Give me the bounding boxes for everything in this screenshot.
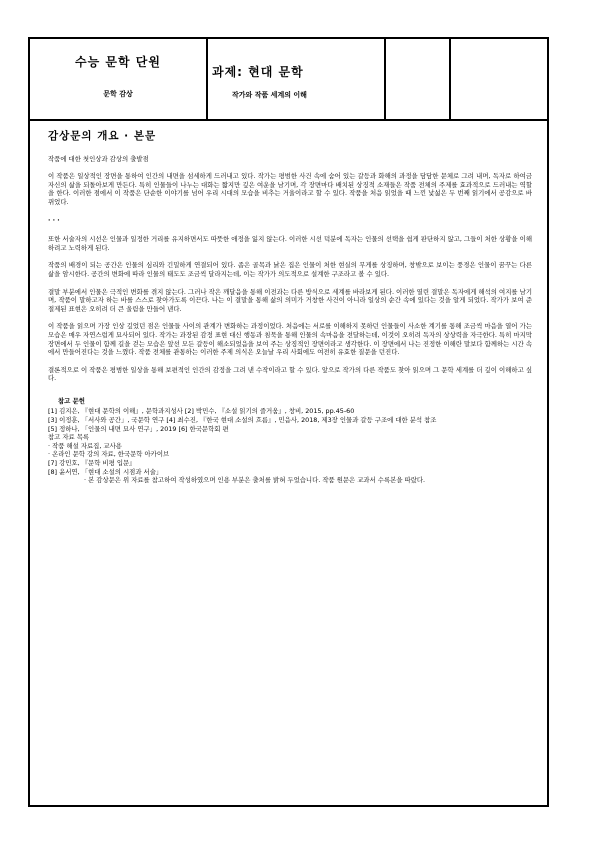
section-label: · · · bbox=[48, 215, 60, 224]
references bbox=[48, 397, 532, 485]
reference-line: 참고 자료 목록 bbox=[48, 433, 90, 442]
blank-cell-2 bbox=[451, 39, 549, 119]
topic-cell bbox=[208, 39, 386, 119]
references-title: 참고 문헌 bbox=[58, 396, 85, 405]
course-subtitle: 문학 감상 bbox=[103, 90, 133, 98]
reference-line: [7] 강민호, 『문학 비평 입문』 bbox=[48, 459, 136, 468]
header-table bbox=[30, 39, 547, 121]
reference-note: · 본 감상문은 위 자료를 참고하여 작성하였으며 인용 부분은 출처를 밝혀 두었습니다. 작품 원문은 교과서 수록본을 따랐다. bbox=[84, 476, 426, 485]
reference-line: [1] 김지은, 『현대 문학의 이해』, 문학과지성사 [2] 박민수, 『소설 읽기의 즐거움』, 창비, 2015, pp.45-60 bbox=[48, 407, 355, 416]
paragraph-1: 이 작품은 일상적인 장면을 통하여 인간의 내면을 섬세하게 드러내고 있다. 작가는 평범한 사건 속에 숨어 있는 갈등과 화해의 과정을 담담한 문체로 그려 내며, 독자로 하여금 자신의 삶을 되돌아보게 만든다. 특히 인물들이 나누는 대화는 짧지만 깊은 여운을 남기며, 각 장면마다 배치된 상징적 소재들은 작품 전체의 주제를 효과적으로 드러내는 역할을 한다. 이러한 점에서 이 작품은 단순한 이야기를 넘어 우리 시대의 모습을 비추는 거울이라고 할 수 있다. 작품을 처음 읽었을 때 느낀 낯섦은 두 번째 읽기에서 공감으로 바뀌었다. bbox=[48, 172, 532, 206]
document-frame bbox=[28, 37, 549, 807]
blank-cell-1 bbox=[386, 39, 451, 119]
reference-line: [5] 정하나, 「인물의 내면 묘사 연구」, 2019 [6] 한국문학회 편 bbox=[48, 424, 229, 433]
course-cell bbox=[30, 39, 208, 119]
intro-line: 작품에 대한 첫인상과 감상의 출발점 bbox=[48, 154, 149, 163]
paragraph-3: 작품의 배경이 되는 공간은 인물의 심리와 긴밀하게 연결되어 있다. 좁은 골목과 낡은 집은 인물이 처한 현실의 무게를 상징하며, 창밖으로 보이는 풍경은 인물이 꿈꾸는 다른 삶을 암시한다. 공간의 변화에 따라 인물의 태도도 조금씩 달라지는데, 이는 작가가 의도적으로 설계한 구조라고 볼 수 있다. bbox=[48, 261, 532, 278]
reference-line: · 작품 해설 자료집, 교사용 bbox=[48, 441, 122, 450]
paragraph-5: 이 작품을 읽으며 가장 인상 깊었던 점은 인물들 사이의 관계가 변화하는 과정이었다. 처음에는 서로를 이해하지 못하던 인물들이 사소한 계기를 통해 조금씩 마음을 열어 가는 모습은 매우 자연스럽게 묘사되어 있다. 작가는 과장된 감정 표현 대신 행동과 침묵을 통해 인물의 속마음을 전달하는데, 이것이 오히려 독자의 상상력을 자극한다. 특히 마지막 장면에서 두 인물이 함께 길을 걷는 모습은 앞선 모든 갈등이 해소되었음을 보여 주는 상징적인 장면이라고 생각한다. 이 장면에서 나는 진정한 이해란 말보다 함께하는 시간 속에서 만들어진다는 것을 느꼈다. 작품 전체를 관통하는 이러한 주제 의식은 오늘날 우리 사회에도 여전히 유효한 질문을 던진다. bbox=[48, 322, 532, 357]
topic-title: 과제: 현대 문학 bbox=[212, 65, 304, 79]
reference-line: [8] 윤서연, 「현대 소설의 시점과 서술」 bbox=[48, 467, 163, 476]
reference-line: · 온라인 문학 강의 자료, 한국문학 아카이브 bbox=[48, 450, 170, 459]
course-title: 수능 문학 단원 bbox=[75, 55, 161, 69]
reference-line: [3] 이정훈, 「서사와 공간」, 국문학 연구 [4] 최수진, 『한국 현대 소설의 흐름』, 민음사, 2018, 제3장 인물과 갈등 구조에 대한 분석 참조 bbox=[48, 416, 437, 425]
document-title: 감상문의 개요 · 본문 bbox=[48, 130, 157, 142]
paragraph-6: 결론적으로 이 작품은 평범한 일상을 통해 보편적인 인간의 감정을 그려 낸 수작이라고 할 수 있다. 앞으로 작가의 다른 작품도 찾아 읽으며 그 문학 세계를 더 깊이 이해하고 싶다. bbox=[48, 365, 532, 383]
paragraph-4: 결말 부분에서 인물은 극적인 변화를 겪지 않는다. 그러나 작은 깨달음을 통해 이전과는 다른 방식으로 세계를 바라보게 된다. 이러한 열린 결말은 독자에게 해석의 여지를 남기며, 작품이 말하고자 하는 바를 스스로 찾아가도록 이끈다. 나는 이 결말을 통해 삶의 의미가 거창한 사건이 아니라 일상의 순간 속에 있다는 것을 알게 되었다. 작가가 보여 준 절제된 표현은 오히려 더 큰 울림을 만들어 낸다. bbox=[48, 287, 532, 313]
document-body bbox=[48, 132, 532, 485]
topic-subtitle: 작가와 작품 세계의 이해 bbox=[232, 91, 307, 99]
paragraph-2: 또한 서술자의 시선은 인물과 일정한 거리를 유지하면서도 따뜻한 애정을 잃지 않는다. 이러한 시선 덕분에 독자는 인물의 선택을 쉽게 판단하지 않고, 그들이 처한 상황을 이해하려고 노력하게 된다. bbox=[48, 235, 532, 252]
